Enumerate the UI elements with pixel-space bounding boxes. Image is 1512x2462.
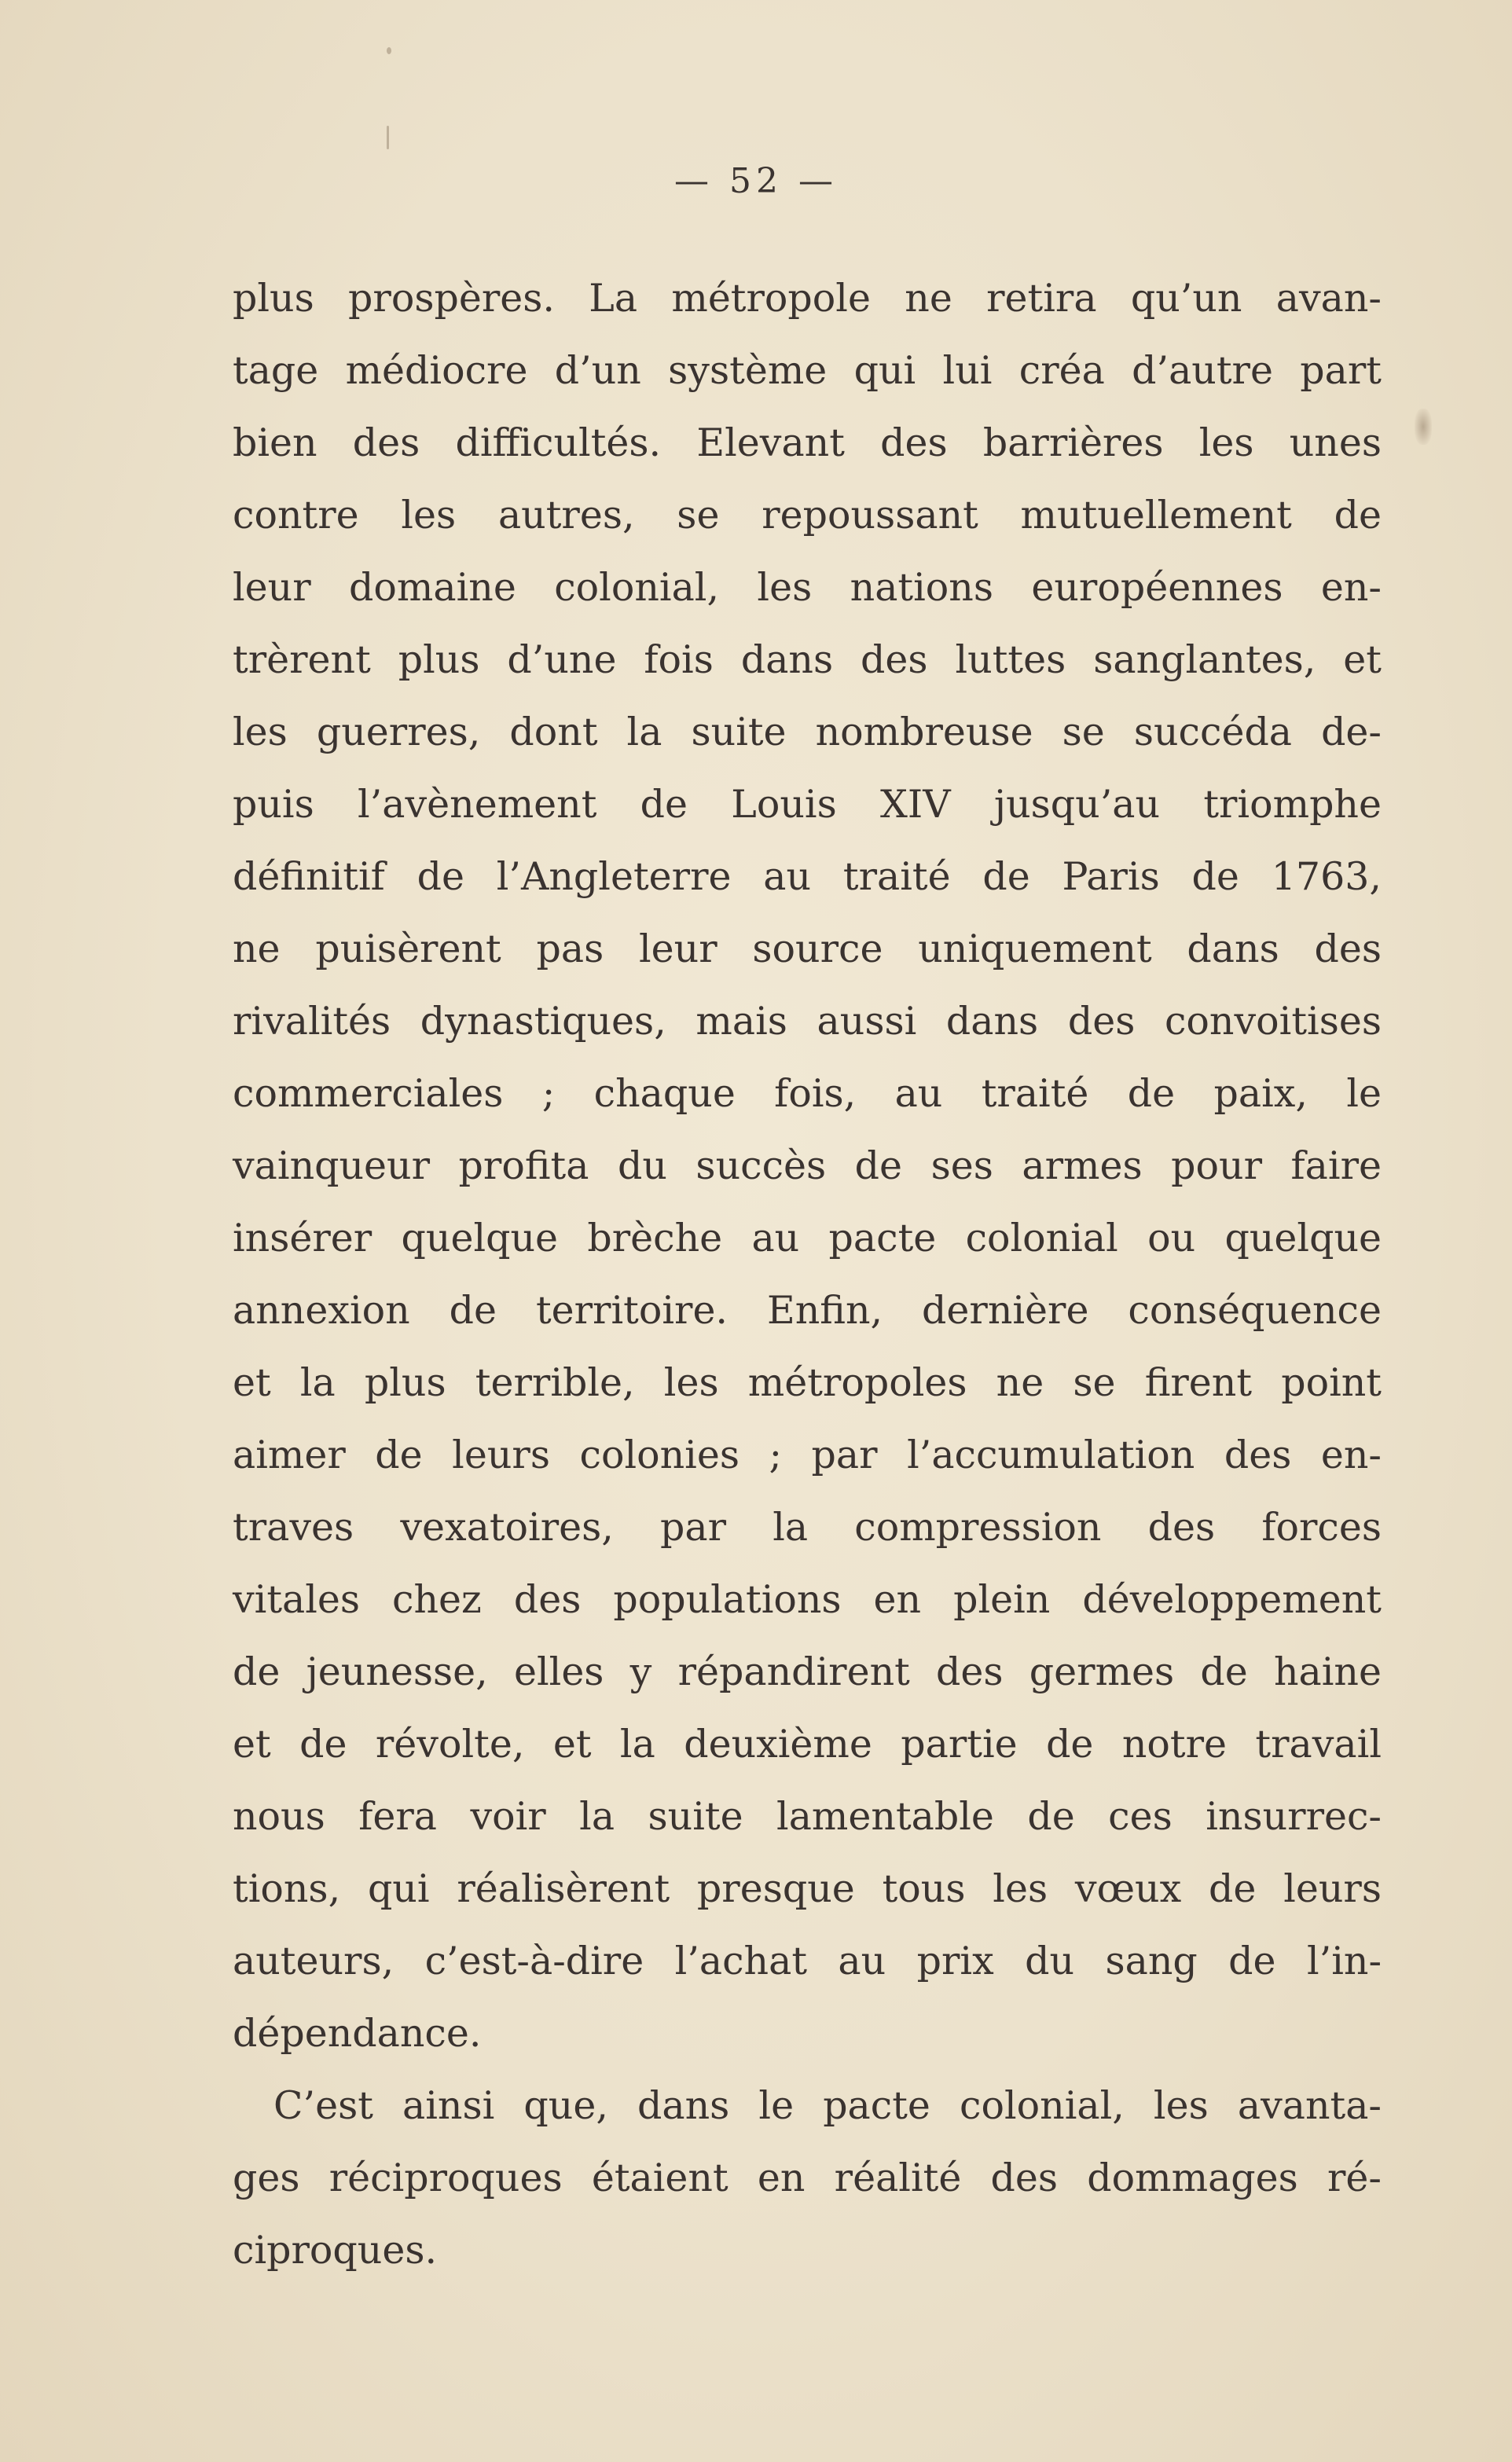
text-line: et de révolte, et la deuxième partie de notre travail bbox=[233, 1722, 1382, 1767]
body-text bbox=[233, 262, 1382, 2287]
text-line: C’est ainsi que, dans le pacte colonial, les avanta- bbox=[273, 2083, 1382, 2128]
text-line: vainqueur profita du succès de ses armes pour faire bbox=[233, 1143, 1382, 1188]
text-line: de jeunesse, elles y répandirent des germes de haine bbox=[233, 1649, 1382, 1694]
text-line: trèrent plus d’une fois dans des luttes sanglantes, et bbox=[233, 637, 1382, 682]
text-line: insérer quelque brèche au pacte colonial ou quelque bbox=[233, 1216, 1382, 1260]
text-line: ges réciproques étaient en réalité des dommages ré- bbox=[233, 2156, 1382, 2200]
paper-speck bbox=[387, 47, 391, 54]
text-line: aimer de leurs colonies ; par l’accumulation des en- bbox=[233, 1433, 1382, 1477]
text-line: traves vexatoires, par la compression des forces bbox=[233, 1505, 1382, 1550]
text-line: ne puisèrent pas leur source uniquement dans des bbox=[233, 926, 1382, 971]
text-line: annexion de territoire. Enfin, dernière conséquence bbox=[233, 1288, 1382, 1333]
text-line: les guerres, dont la suite nombreuse se succéda de- bbox=[233, 710, 1382, 754]
text-line: puis l’avènement de Louis XIV jusqu’au triomphe bbox=[233, 782, 1382, 827]
paper-stain bbox=[1415, 409, 1432, 445]
text-line: tage médiocre d’un système qui lui créa d’autre part bbox=[233, 348, 1382, 393]
page-number: — 52 — bbox=[674, 161, 838, 201]
text-line: contre les autres, se repoussant mutuellement de bbox=[233, 493, 1382, 538]
text-line: auteurs, c’est-à-dire l’achat au prix du sang de l’in- bbox=[233, 1939, 1382, 1983]
text-line: tions, qui réalisèrent presque tous les vœux de leurs bbox=[233, 1866, 1382, 1911]
text-line: vitales chez des populations en plein développement bbox=[233, 1577, 1382, 1622]
text-line: et la plus terrible, les métropoles ne se firent point bbox=[233, 1360, 1382, 1405]
text-line: plus prospères. La métropole ne retira qu’un avan- bbox=[233, 276, 1382, 321]
paper-speck bbox=[387, 126, 389, 149]
text-line: ciproques. bbox=[233, 2228, 438, 2273]
text-line: rivalités dynastiques, mais aussi dans des convoitises bbox=[233, 999, 1382, 1044]
text-line: commerciales ; chaque fois, au traité de paix, le bbox=[233, 1071, 1382, 1116]
text-line: dépendance. bbox=[233, 2011, 482, 2056]
text-line: définitif de l’Angleterre au traité de Paris de 1763, bbox=[233, 854, 1382, 899]
text-line: nous fera voir la suite lamentable de ces insurrec- bbox=[233, 1794, 1382, 1839]
text-line: leur domaine colonial, les nations européennes en- bbox=[233, 565, 1382, 610]
text-line: bien des difficultés. Elevant des barrières les unes bbox=[233, 420, 1382, 465]
